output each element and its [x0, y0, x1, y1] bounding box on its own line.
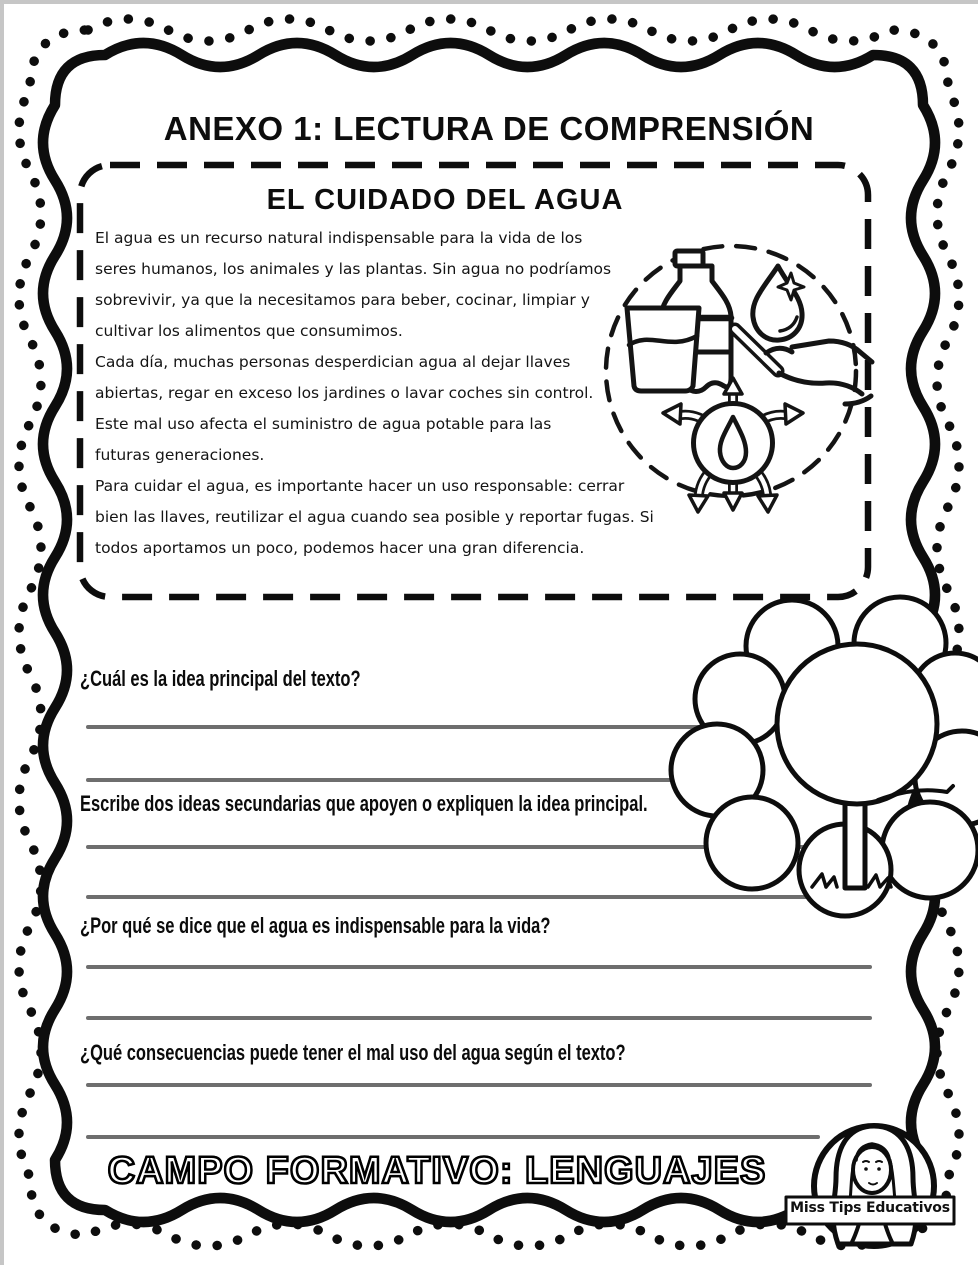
girl-avatar: [833, 1126, 916, 1244]
reading-passage: [95, 223, 670, 564]
logo-label: Miss Tips Educativos: [790, 1200, 950, 1216]
passage-line: bien las llaves, reutilizar el agua cuando sea posible y reportar fugas. Si: [95, 508, 654, 526]
question-1-label: ¿Cuál es la idea principal del texto?: [80, 666, 361, 691]
water-drop-sparkle-icon: [753, 266, 804, 340]
flower-center: [777, 644, 937, 804]
passage-line: cultivar los alimentos que consumimos.: [95, 322, 403, 340]
water-distribution-icon: [663, 378, 803, 512]
passage-line: seres humanos, los animales y las plantas. Sin agua no podríamos: [95, 260, 612, 278]
question-3-label: ¿Por qué se dice que el agua es indispensable para la vida?: [80, 913, 551, 938]
passage-line: Este mal uso afecta el suministro de agua potable para las: [95, 415, 552, 433]
brand-logo: [786, 1126, 954, 1246]
page-title: ANEXO 1: LECTURA DE COMPRENSIÓN: [163, 110, 815, 147]
footer-title: CAMPO FORMATIVO: LENGUAJES: [107, 1150, 767, 1192]
passage-line: abiertas, regar en exceso los jardines o lavar coches sin control.: [95, 384, 594, 402]
passage-line: todos aportamos un poco, podemos hacer una gran diferencia.: [95, 539, 585, 557]
flower-illustration: [671, 597, 978, 916]
passage-line: El agua es un recurso natural indispensable para la vida de los: [95, 229, 583, 247]
hand-icon: [735, 329, 872, 404]
question-2-label: Escribe dos ideas secundarias que apoyen o expliquen la idea principal.: [80, 791, 648, 816]
scan-edge-top: [0, 0, 978, 4]
question-4-label: ¿Qué consecuencias puede tener el mal uso del agua según el texto?: [80, 1040, 626, 1065]
passage-line: sobrevivir, ya que la necesitamos para beber, cocinar, limpiar y: [95, 291, 590, 309]
scan-edge-left: [0, 0, 4, 1265]
passage-line: Cada día, muchas personas desperdician agua al dejar llaves: [95, 353, 571, 371]
passage-line: futuras generaciones.: [95, 446, 265, 464]
reading-title: EL CUIDADO DEL AGUA: [266, 184, 624, 216]
passage-line: Para cuidar el agua, es importante hacer un uso responsable: cerrar: [95, 477, 625, 495]
